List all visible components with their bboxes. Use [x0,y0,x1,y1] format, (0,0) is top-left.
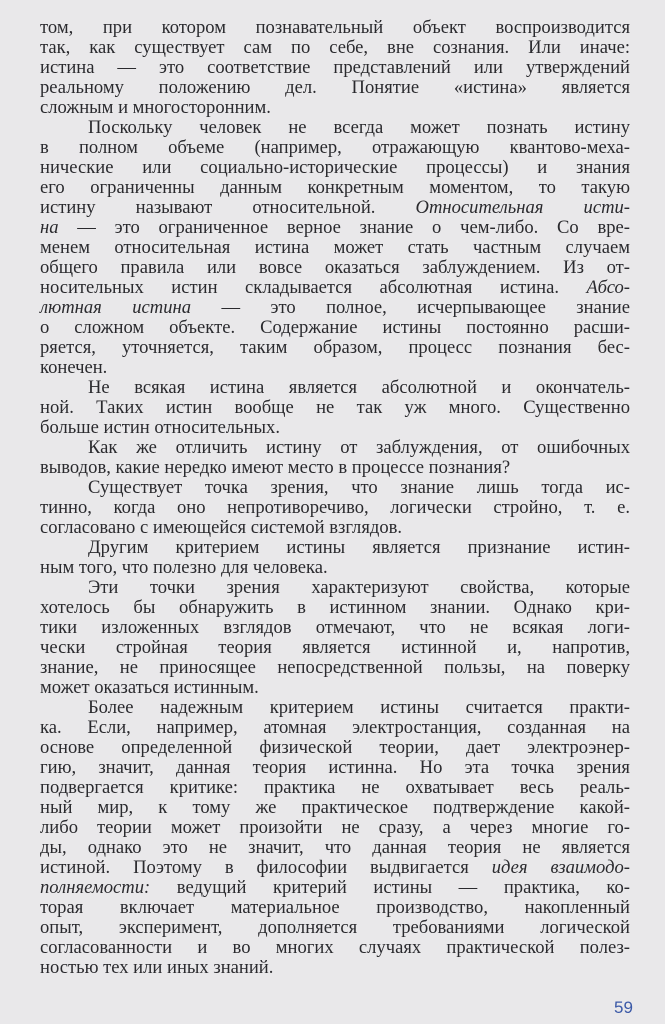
text-span: ным того, что полезно для человека. [40,557,328,578]
text-span: Поскольку человек не всегда может познать истину [88,117,630,138]
paragraph [40,378,630,438]
text-span: основе определенной физической теории, дает электроэнер- [40,737,630,758]
text-span: торая включает материальное производство, накопленный [40,897,630,918]
text-span: выводов, какие нередко имеют место в процессе познания? [40,457,511,478]
text-span: общего правила или вовсе оказаться заблуждением. Из от- [40,257,630,278]
text-span: может оказаться истинным. [40,677,259,698]
paragraph [40,438,630,478]
text-line [40,758,630,778]
text-line [40,618,630,638]
text-line [40,798,630,818]
italic-term: лютная истина [40,297,192,318]
text-span: чески стройная теория является истинной и, напротив, [40,637,630,658]
text-span: ный мир, к тому же практическое подтверждение какой- [40,797,630,818]
text-span: — это полное, исчерпывающее знание [191,297,630,318]
text-span: ка. Если, например, атомная электростанция, созданная на [40,717,630,738]
text-span: носительных истин складывается абсолютная истина. [40,277,587,298]
text-line [40,198,630,218]
text-span: ряется, уточняется, таким образом, процесс познания бес- [40,337,630,358]
paragraph [40,538,630,578]
text-line [40,918,630,938]
text-line [40,58,630,78]
text-line [40,598,630,618]
text-line [40,218,630,238]
paragraph [40,118,630,378]
text-line [40,178,630,198]
text-span: том, при котором познавательный объект воспроизводится [40,17,630,38]
italic-term: на [40,217,59,238]
text-span: так, как существует сам по себе, вне сознания. Или иначе: [40,37,630,58]
text-line [40,278,630,298]
text-span: истиной. Поэтому в философии выдвигается [40,857,492,878]
text-span: о сложном объекте. Содержание истины постоянно расши- [40,317,630,338]
text-span: хотелось бы обнаружить в истинном знании. Однако кри- [40,597,630,618]
text-span: Эти точки зрения характеризуют свойства, которые [88,577,630,598]
text-line [40,78,630,98]
text-line [40,298,630,318]
paragraph [40,578,630,698]
text-span: Не всякая истина является абсолютной и окончатель- [88,377,630,398]
text-span: истина — это соответствие представлений или утверждений [40,57,630,78]
text-line [40,378,630,398]
text-line [40,158,630,178]
text-span: реальному положению дел. Понятие «истина» является [40,77,630,98]
text-line [40,518,630,538]
text-span: нические или социально-исторические процессы) и знания [40,157,630,178]
text-span: — это ограниченное верное знание о чем-либо. Со вре- [58,217,630,238]
text-line [40,138,630,158]
text-span: подвергается критике: практика не охватывает весь реаль- [40,777,630,798]
text-span: менем относительная истина может стать частным случаем [40,237,630,258]
text-span: согласованности и во многих случаях практической полез- [40,937,630,958]
text-line [40,18,630,38]
text-line [40,498,630,518]
text-line [40,358,630,378]
text-line [40,318,630,338]
text-span: Как же отличить истину от заблуждения, от ошибочных [88,437,630,458]
text-span: опыт, эксперимент, дополняется требованиями логической [40,917,630,938]
text-line [40,938,630,958]
text-line [40,578,630,598]
paragraph [40,478,630,538]
text-span: гию, значит, данная теория истинна. Но эта точка зрения [40,757,630,778]
text-line [40,678,630,698]
text-line [40,438,630,458]
text-span: ной. Таких истин вообще не так уж много. Существенно [40,397,630,418]
text-span: Существует точка зрения, что знание лишь тогда ис- [88,477,630,498]
text-line [40,558,630,578]
text-span: ведущий критерий истины — практика, ко- [150,877,630,898]
text-span: ностью тех или иных знаний. [40,957,274,978]
text-line [40,538,630,558]
italic-term: полняемости: [40,877,151,898]
text-line [40,478,630,498]
text-line [40,878,630,898]
text-line [40,118,630,138]
text-line [40,738,630,758]
text-span: его ограниченны данным конкретным моментом, то такую [40,177,630,198]
page-text [40,18,630,978]
text-span: либо теории может произойти не сразу, а через многие го- [40,817,630,838]
text-line [40,898,630,918]
text-line [40,98,630,118]
text-line [40,778,630,798]
text-span: тики изложенных взглядов отмечают, что не всякая логи- [40,617,630,638]
text-span: тинно, когда оно непротиворечиво, логически стройно, т. е. [40,497,630,518]
text-line [40,638,630,658]
italic-term: Абсо- [586,277,630,298]
text-line [40,718,630,738]
text-span: в полном объеме (например, отражающую квантово-меха- [40,137,630,158]
text-span: истину называют относительной. [40,197,416,218]
text-span: Более надежным критерием истины считается практи- [88,697,630,718]
text-span: конечен. [40,357,108,378]
text-span: Другим критерием истины является признание истин- [88,537,630,558]
text-span: сложным и многосторонним. [40,97,271,118]
text-line [40,418,630,438]
page-number: 59 [614,998,633,1017]
text-line [40,838,630,858]
text-line [40,818,630,838]
text-line [40,458,630,478]
text-line [40,658,630,678]
text-line [40,698,630,718]
paragraph [40,18,630,118]
italic-term: идея взаимодо- [491,857,630,878]
text-line [40,38,630,58]
text-line [40,958,630,978]
text-span: ды, однако это не значит, что данная теория не является [40,837,630,858]
text-span: знание, не приносящее непосредственной пользы, на поверку [40,657,630,678]
text-line [40,338,630,358]
paragraph [40,698,630,978]
text-line [40,238,630,258]
text-line [40,398,630,418]
text-line [40,258,630,278]
text-span: согласовано с имеющейся системой взглядов. [40,517,403,538]
text-span: больше истин относительных. [40,417,280,438]
text-line [40,858,630,878]
italic-term: Относительная исти- [415,197,630,218]
